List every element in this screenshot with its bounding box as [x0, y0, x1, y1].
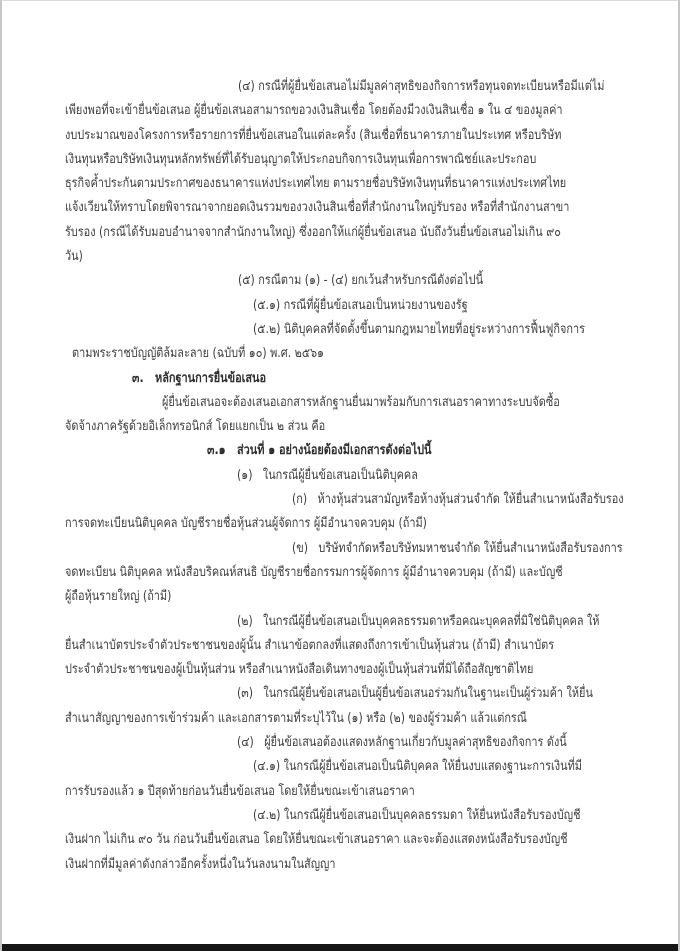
text-line: (๒) ในกรณีผู้ยื่นข้อเสนอเป็นบุคคลธรรมดาหรือคณะบุคคลที่มิใช่นิติบุคคล ให้	[237, 613, 600, 629]
text-line: ตามพระราชบัญญัติล้มละลาย (ฉบับที่ ๑๐) พ.ศ. ๒๕๖๑	[72, 346, 324, 362]
text-line: (ข) บริษัทจำกัดหรือบริษัทมหาชนจำกัด ให้ยื่นสำเนาหนังสือรับรองการ	[292, 540, 623, 556]
text-line: เพียงพอที่จะเข้ายื่นข้อเสนอ ผู้ยื่นข้อเสนอสามารถขอวงเงินสินเชื่อ โดยต้องมีวงเงินสินเชื่อ ๑ ใน ๔ ของมูลค่า	[65, 103, 563, 119]
text-line: เงินฝากที่มีมูลค่าดังกล่าวอีกครั้งหนึ่งในวันลงนามในสัญญา	[65, 856, 336, 872]
scan-bottom-bar	[0, 944, 680, 951]
text-line: (๓) ในกรณีผู้ยื่นข้อเสนอเป็นผู้ยื่นข้อเสนอร่วมกันในฐานะเป็นผู้ร่วมค้า ให้ยื่น	[237, 686, 593, 702]
text-line: (๔.๑) ในกรณีผู้ยื่นข้อเสนอเป็นนิติบุคคล ให้ยื่นงบแสดงฐานะการเงินที่มี	[253, 759, 582, 775]
section-heading-line: ๓. หลักฐานการยื่นข้อเสนอ	[132, 370, 267, 386]
text-line: เงินทุนหรือบริษัทเงินทุนหลักทรัพย์ที่ได้รับอนุญาตให้ประกอบกิจการเงินทุนเพื่อการพาณิชย์และประกอบ	[65, 151, 537, 167]
text-line: งบประมาณของโครงการหรือรายการที่ยื่นข้อเสนอในแต่ละครั้ง (สินเชื่อที่ธนาคารภายในประเทศ หรือบริษัท	[65, 127, 562, 143]
text-line: (๕.๒) นิติบุคคลที่จัดตั้งขึ้นตามกฎหมายไทยที่อยู่ระหว่างการฟื้นฟูกิจการ	[253, 321, 585, 337]
text-line: จัดจ้างภาครัฐด้วยอิเล็กทรอนิกส์ โดยแยกเป็น ๒ ส่วน คือ	[65, 419, 326, 435]
text-line: รับรอง (กรณีได้รับมอบอำนาจจากสำนักงานใหญ่) ซึ่งออกให้แก่ผู้ยื่นข้อเสนอ นับถึงวันยื่นข้อเสนอไม่เกิน ๙๐	[65, 224, 561, 240]
text-line: (๑) ในกรณีผู้ยื่นข้อเสนอเป็นนิติบุคคล	[237, 467, 418, 483]
text-line: จดทะเบียน นิติบุคคล หนังสือบริคณห์สนธิ บัญชีรายชื่อกรรมการผู้จัดการ ผู้มีอำนาจควบคุม (ถ้ามี) และบัญชี	[65, 564, 563, 580]
text-line: ธุรกิจค้ำประกันตามประกาศของธนาคารแห่งประเทศไทย ตามรายชื่อบริษัทเงินทุนที่ธนาคารแห่งประเทศไทย	[65, 176, 567, 192]
text-line: แจ้งเวียนให้ทราบโดยพิจารณาจากยอดเงินรวมของวงเงินสินเชื่อที่สำนักงานใหญ่รับรอง หรือที่สำนักงานสาขา	[65, 200, 570, 216]
text-line: ประจำตัวประชาชนของผู้เป็นหุ้นส่วน หรือสำเนาหนังสือเดินทางของผู้เป็นหุ้นส่วนที่มิได้ถือสัญชาติไทย	[65, 662, 534, 678]
text-line: (๕) กรณีตาม (๑) - (๔) ยกเว้นสำหรับกรณีดังต่อไปนี้	[238, 273, 484, 289]
text-line: (๔) ผู้ยื่นข้อเสนอต้องแสดงหลักฐานเกี่ยวกับมูลค่าสุทธิของกิจการ ดังนี้	[237, 735, 567, 751]
text-line: วัน)	[65, 249, 83, 265]
text-line: ผู้ถือหุ้นรายใหญ่ (ถ้ามี)	[65, 589, 172, 605]
text-line: (๔.๒) ในกรณีผู้ยื่นข้อเสนอเป็นบุคคลธรรมดา ให้ยื่นหนังสือรับรองบัญชี	[253, 807, 581, 823]
text-line: (๔) กรณีที่ผู้ยื่นข้อเสนอไม่มีมูลค่าสุทธิของกิจการหรือทุนจดทะเบียนหรือมีแต่ไม่	[238, 79, 605, 94]
text-line: (ก) ห้างหุ้นส่วนสามัญหรือห้างหุ้นส่วนจำกัด ให้ยื่นสำเนาหนังสือรับรอง	[292, 492, 624, 508]
text-line: เงินฝาก ไม่เกิน ๙๐ วัน ก่อนวันยื่นข้อเสนอ โดยให้ยื่นขณะเข้าเสนอราคา และจะต้องแสดงหนังสือรับรองบัญชี	[65, 832, 568, 848]
text-line: (๕.๑) กรณีที่ผู้ยื่นข้อเสนอเป็นหน่วยงานของรัฐ	[253, 297, 468, 313]
text-line: ยื่นสำเนาบัตรประจำตัวประชาชนของผู้นั้น สำเนาข้อตกลงที่แสดงถึงการเข้าเป็นหุ้นส่วน (ถ้ามี) สำเนาบัตร	[65, 637, 555, 653]
text-line: การจดทะเบียนนิติบุคคล บัญชีรายชื่อหุ้นส่วนผู้จัดการ ผู้มีอำนาจควบคุม (ถ้ามี)	[65, 516, 427, 532]
section-heading-line: ๓.๑ ส่วนที่ ๑ อย่างน้อยต้องมีเอกสารดังต่อไปนี้	[207, 443, 432, 459]
document-text-block	[65, 75, 624, 877]
text-line: สำเนาสัญญาของการเข้าร่วมค้า และเอกสารตามที่ระบุไว้ใน (๑) หรือ (๒) ของผู้ร่วมค้า แล้วแต่กรณี	[65, 710, 527, 726]
text-line: ผู้ยื่นข้อเสนอจะต้องเสนอเอกสารหลักฐานยื่นมาพร้อมกับการเสนอราคาทางระบบจัดซื้อ	[162, 394, 560, 410]
text-line: การรับรองแล้ว ๑ ปีสุดท้ายก่อนวันยื่นข้อเสนอ โดยให้ยื่นขณะเข้าเสนอราคา	[65, 783, 415, 799]
